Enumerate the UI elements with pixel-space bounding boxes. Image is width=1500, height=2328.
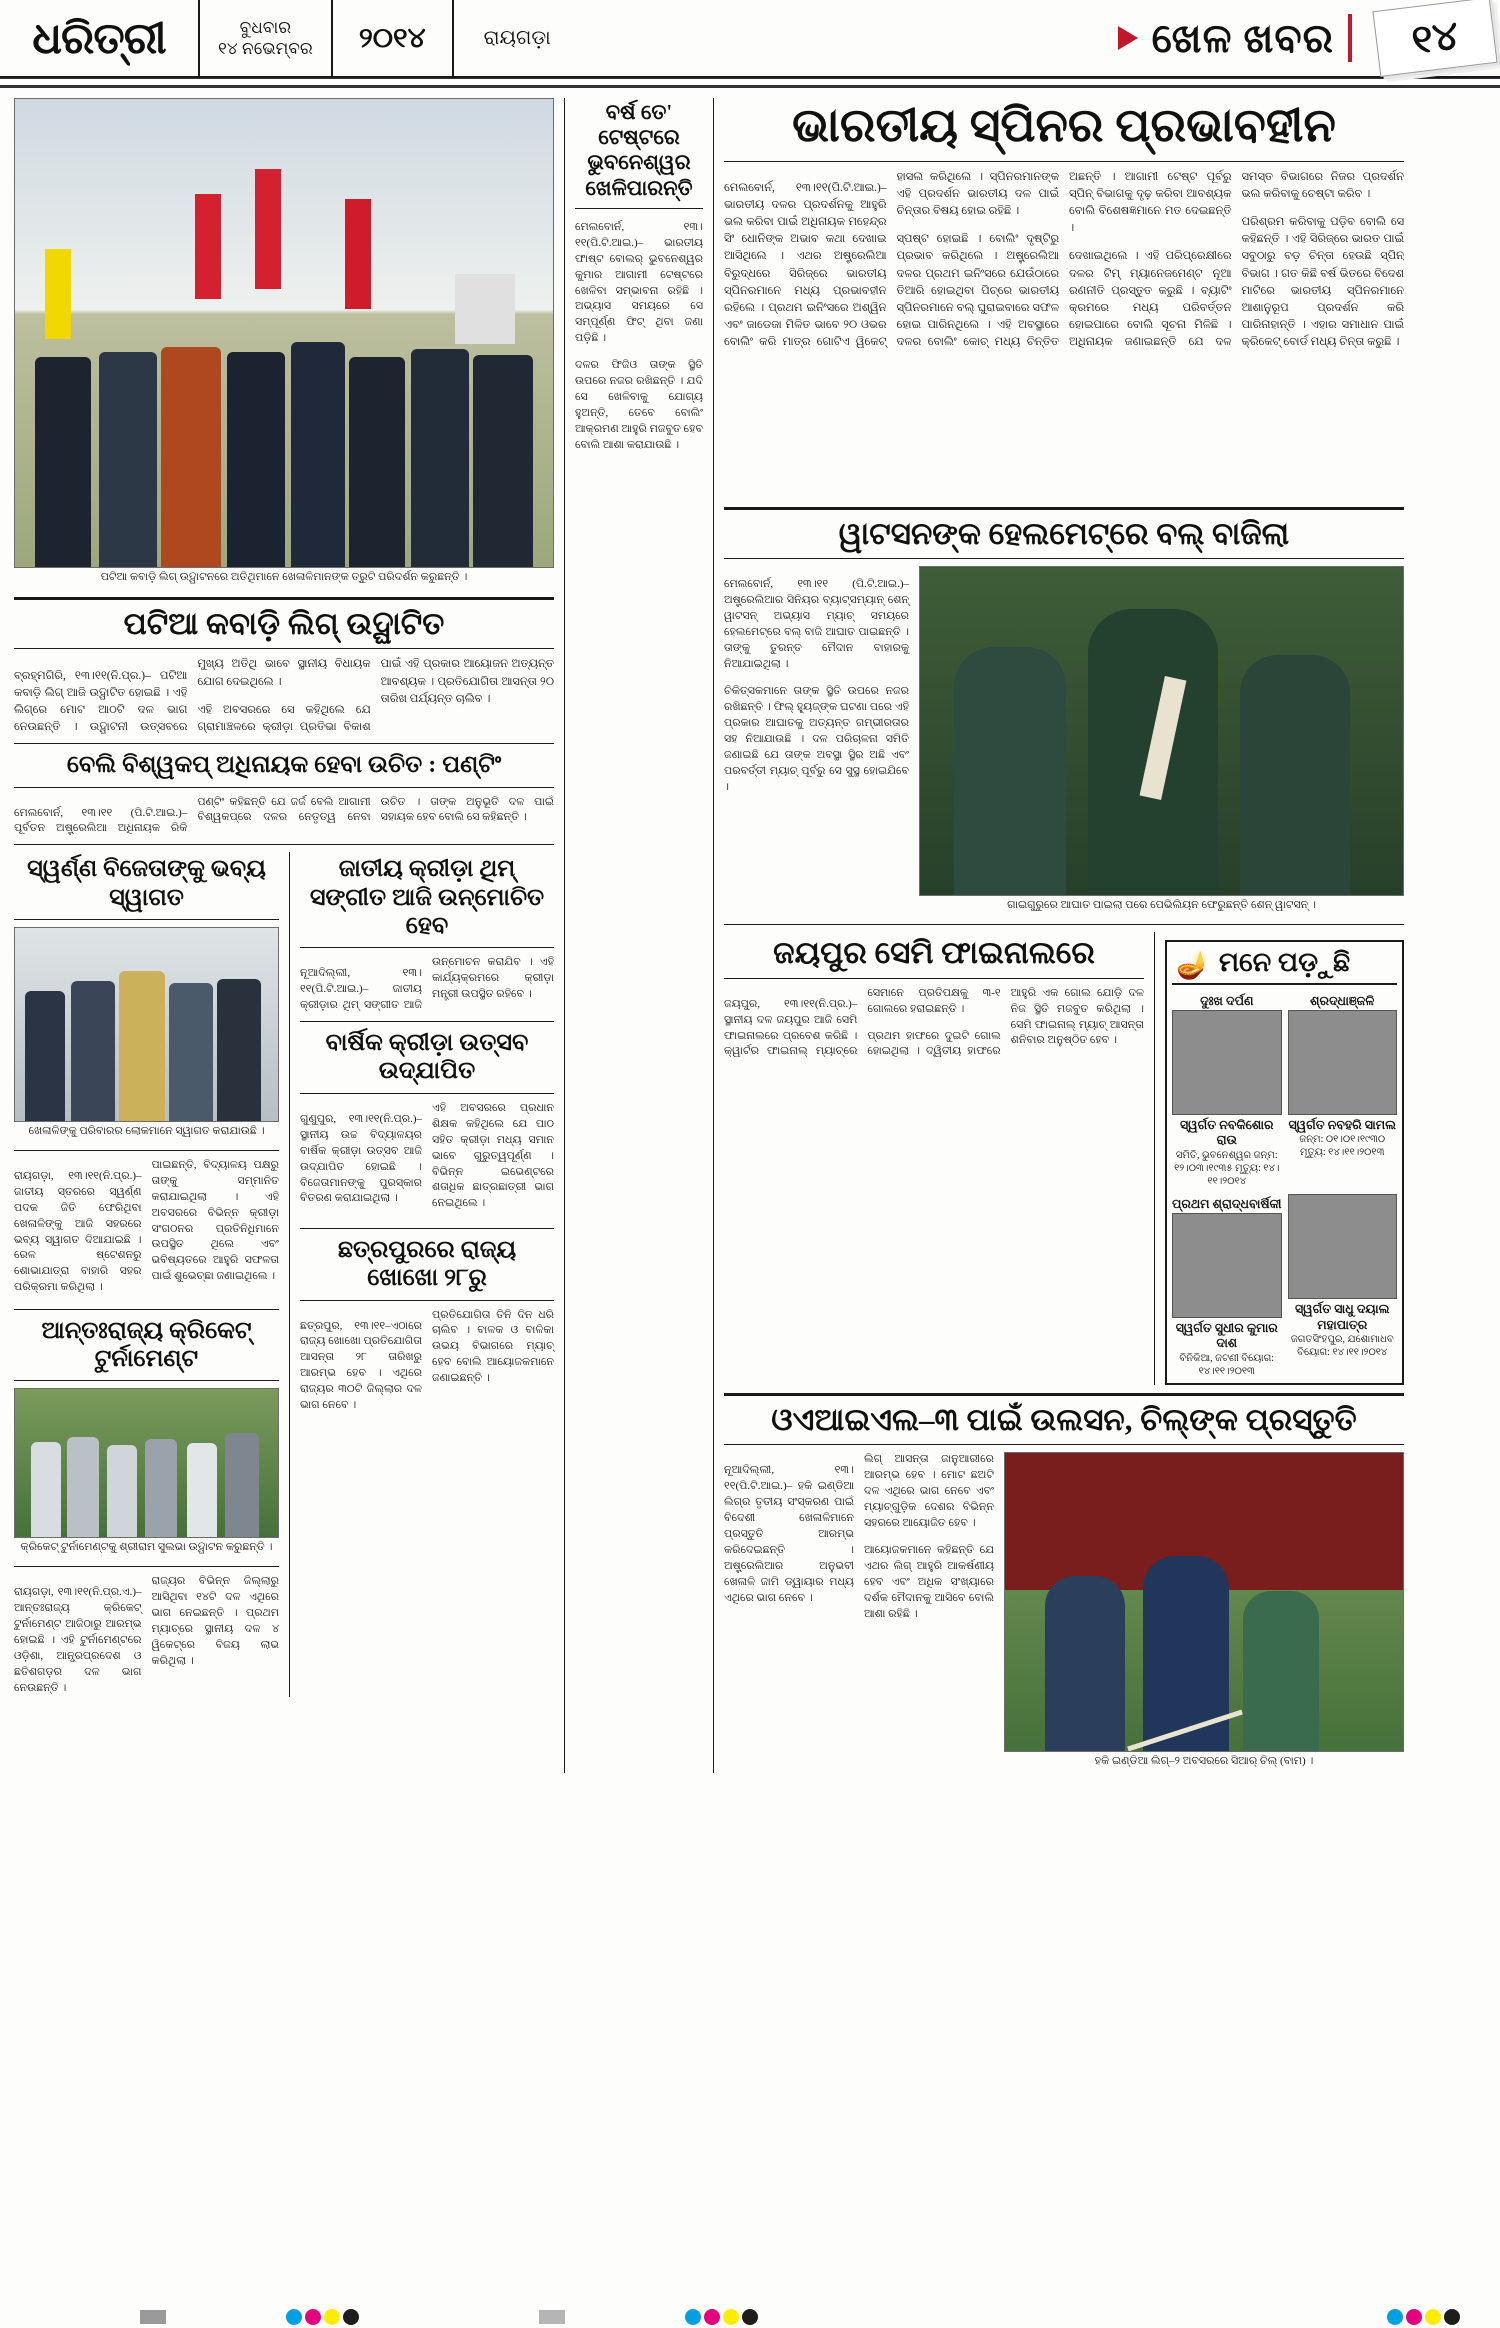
masthead-rule (0, 78, 1500, 88)
swatch-magenta (1406, 2309, 1422, 2325)
article-swarna-p2: ପାଇଛନ୍ତି, ବିଦ୍ୟାଳୟ ପକ୍ଷରୁ ତାଙ୍କୁ ସମ୍ମାନିତ କରାଯାଇଥିଲା । ଏହି ଅବସରରେ ବିଭିନ୍ନ କ୍ରୀଡ଼ା ସଂଗଠନର ପ୍ରତିନିଧିମାନେ ଉପସ୍ଥିତ ଥିଲେ ଏବଂ ଭବିଷ୍ୟତରେ ଆହୁରି ସଫଳତା ପାଇଁ ଶୁଭେଚ୍ଛା ଜଣାଇଥିଲେ । (151, 1158, 279, 1283)
headline-watson: ୱାଟସନଙ୍କ ହେଲମେଟ୍‌ରେ ବଲ୍ ବାଜିଲା (838, 515, 1290, 551)
obituary-entry (1172, 1194, 1282, 1378)
jaipur-block (724, 932, 1144, 1385)
article-chhatrapur-p2: ପ୍ରତିଯୋଗିତା ତିନି ଦିନ ଧରି ଚାଲିବ । ବାଳକ ଓ ବାଳିକା ଉଭୟ ବିଭାଗରେ ମ୍ୟାଚ୍ ହେବ ବୋଲି ଆୟୋଜକମାନେ ଜଣାଇଛନ୍ତି । (432, 1308, 554, 1385)
article-ohl-p2: ଲିଗ୍ ଆସନ୍ତା ଜାନୁଆରୀରେ ଆରମ୍ଭ ହେବ । ମୋଟ ଛଅଟି ଦଳ ଏଥିରେ ଭାଗ ନେବେ ଏବଂ ମ୍ୟାଚ୍‌ଗୁଡ଼ିକ ଦେଶର ବିଭିନ୍ନ ସହରରେ ଆୟୋଜିତ ହେବ । (864, 1453, 994, 1530)
obituary-name: ସ୍ୱର୍ଗତ ନବହରି ସାମଲ (1288, 1117, 1396, 1132)
masthead (0, 0, 1500, 78)
mid-left-column (300, 852, 554, 1696)
swarna-photo-caption: ଖେଳାଳିଙ୍କୁ ପରିବାରର ଲୋକମାନେ ସ୍ୱାଗତ କରାଯାଉଛି । (28, 1125, 265, 1138)
lead-col-1: ମେଲବୋର୍ନ, ୧୩।୧୧(ପି.ଟି.ଆଇ.)– ଭାରତୀୟ ଦଳର ପ୍ରଦର୍ଶନକୁ ଆହୁରି ଭଲ କରିବା ପାଇଁ ଅଧିନାୟକ ମହେନ୍ଦ୍ର ସିଂ ଧୋନିଙ୍କ ଅଭାବ କଥା ଦେଖାଇ ଆସିଥିଲେ । ଏଥର ଅଷ୍ଟ୍ରେଲିଆ ବିରୁଦ୍ଧରେ ସିରିଜ୍‌ରେ ଭାରତୀୟ ସ୍ପିନର‌ମାନେ ମଧ୍ୟ ପ୍ରଭାବହୀନ ରହିଲେ । ପ୍ରଥମ ଇନିଂସରେ ଅଶ୍ୱିନ ଏବଂ ଜାଡେଜା ମିଳିତ ଭାବେ ୨୦ ଓଭର ବୋଲିଂ କରି ମାତ୍ର ଗୋଟିଏ ୱିକେଟ୍ ହାସଲ କରିଥିଲେ । ସ୍ପିନର‌ମାନଙ୍କ ଏହି ପ୍ରଦର୍ଶନ ଭାରତୀୟ ଦଳ ପାଇଁ ଚିନ୍ତାର ବିଷୟ ହୋଇ ରହିଛି । (724, 170, 1059, 348)
obituary-label: ଦୁଃଖ ଦର୍ପଣ (1200, 994, 1254, 1009)
reg-bar-gray (140, 2310, 166, 2324)
headline-chhatrapur-kho: ଛତ୍ରପୁରରେ ରାଜ୍ୟ ଖୋ‌ଖୋ ୨୮ରୁ (337, 1236, 517, 1292)
reg-swatches-1 (286, 2309, 359, 2325)
swatch-cyan (685, 2309, 701, 2325)
article-swarna-p1: ରାୟଗଡ଼ା, ୧୩।୧୧(ନି.ପ୍ର.)– ଜାତୀୟ ସ୍ତରରେ ସ୍ୱର୍ଣ୍ଣ ପଦକ ଜିତି ଫେରିଥିବା ଖେଳାଳିଙ୍କୁ ଆଜି ସହରରେ ଭବ୍ୟ ସ୍ୱାଗତ ଦିଆଯାଇଛି । ରେଳ ଷ୍ଟେଶନରୁ ଶୋଭାଯାତ୍ରା ବାହାରି ସହର ପରିକ୍ରମା କରିଥିଲା । (14, 1169, 142, 1294)
ohl-photo-caption: ହକି ଇଣ୍ଡିଆ ଲିଗ୍–୨ ଅବସରରେ ସିଆର୍ ଚିଲ୍ (ବାମ) । (1094, 1755, 1314, 1768)
obituary-portrait (1288, 1194, 1398, 1299)
section-name: ଖେଳ ଖବର (1151, 15, 1334, 61)
oil-lamp-icon: 🪔 (1176, 950, 1210, 981)
interstate-photo-caption: କ୍ରିକେଟ୍ ଟୁର୍ନାମେଣ୍ଟକୁ ଶ୍ରୀରାମ ସୁଲଭା ଉଦ୍ଘାଟନ କରୁଛନ୍ତି । (20, 1541, 273, 1554)
swatch-black (1444, 2309, 1460, 2325)
headline-bhubaneswar-test: ବର୍ଷ ତେ' ଟେଷ୍ଟରେ ଭୁବନେଶ୍ୱର ଖେଳିପାରନ୍ତି (585, 100, 693, 200)
obituary-title (1172, 947, 1397, 985)
headline-interstate: ଆନ୍ତଃରାଜ୍ୟ କ୍ରିକେଟ୍ ଟୁର୍ନାମେଣ୍ଟ (41, 1317, 252, 1373)
obituary-entry (1288, 991, 1398, 1188)
headline-patia-kabadi: ପଟିଆ କବାଡ଼ି ଲିଗ୍ ଉଦ୍ଘାଟିତ (123, 605, 445, 641)
headline-annual-sports: ବାର୍ଷିକ କ୍ରୀଡ଼ା ଉତ୍ସବ ଉଦ୍‌ଯାପିତ (325, 1030, 529, 1085)
masthead-day: ବୁଧବାର (239, 17, 292, 37)
play-triangle-icon (1118, 26, 1138, 50)
article-interstate-p1: ରାୟଗଡ଼ା, ୧୩।୧୧(ନି.ପ୍ର.ଏ.)– ଆନ୍ତଃରାଜ୍ୟ କ୍ରିକେଟ୍ ଟୁର୍ନାମେଣ୍ଟ ଆଜିଠାରୁ ଆରମ୍ଭ ହୋଇଛି । ଏହି ଟୁର୍ନାମେଣ୍ଟରେ ଓଡ଼ିଶା, ଆନ୍ଧ୍ରପ୍ରଦେଶ ଓ ଛତିଶଗଡ଼ର ଦଳ ଭାଗ ନେଉଛନ୍ତି । (14, 1586, 142, 1694)
watson-photo-caption: ଗାଇଗୁରୁରେ ଆଘାତ ପାଇଲା ପରେ ପେଭିଲିୟନ ଫେରୁଛନ୍ତି ଶେନ୍ ୱାଟସନ୍ । (1007, 899, 1316, 912)
headline-national-games: ଜାତୀୟ କ୍ରୀଡ଼ା ଥିମ୍ ସଙ୍ଗୀତ ଆଜି ଉନ୍ମୋଚିତ ହେବ (309, 856, 545, 940)
obituary-title-text: ମନେ ପଡ଼ୁଛି (1218, 947, 1351, 978)
lead-photo (14, 98, 554, 568)
obituary-block (1165, 932, 1404, 1385)
reg-bar-light (539, 2310, 565, 2324)
article-annual-sports-p2: ଏହି ଅବସରରେ ପ୍ରଧାନ ଶିକ୍ଷକ କହିଥିଲେ ଯେ ପାଠ ସହିତ କ୍ରୀଡ଼ା ମଧ୍ୟ ସମାନ ଭାବେ ଗୁରୁତ୍ୱପୂର୍ଣ୍ଣ । ବିଭିନ୍ନ ଇଭେଣ୍ଟରେ ଶତାଧିକ ଛାତ୍ରଛାତ୍ରୀ ଭାଗ ନେଇଥିଲେ । (432, 1101, 554, 1210)
masthead-date-text: ୧୪ ନଭେମ୍ବର (218, 39, 313, 58)
reg-swatches-3 (1387, 2309, 1460, 2325)
headline-lead: ଭାରତୀୟ ସ୍ପିନର ପ୍ରଭାବହୀନ (792, 100, 1336, 152)
swatch-yellow (1425, 2309, 1441, 2325)
obituary-meta: ଜନ୍ମ: ୦୧।୦୧।୧୯୩୦ ମୃତ୍ୟୁ: ୧୪।୧୧।୨୦୧୩ (1299, 1134, 1386, 1159)
obituary-meta: ଜଗତସିଂହପୁର, ଯଶୋମାଧବ ବିୟୋଗ: ୧୪।୧୧।୨୦୧୪ (1290, 1334, 1394, 1359)
watson-text (724, 566, 909, 917)
obituary-label: ଶ୍ରଦ୍ଧାଞ୍ଜଳି (1310, 994, 1375, 1009)
swatch-black (343, 2309, 359, 2325)
swarna-column (14, 852, 279, 1696)
article-watson-p2: ଚିକିତ୍ସକମାନେ ତାଙ୍କ ସ୍ଥିତି ଉପରେ ନଜର ରଖିଛନ୍ତି । ଫିଲ୍ ହ୍ୟୁଜ୍‌ଙ୍କ ଘଟଣା ପରେ ଏହି ପ୍ରକାର ଆଘାତକୁ ଅତ୍ୟନ୍ତ ଗମ୍ଭୀରତାର ସହ ନିଆଯାଉଛି । ଦଳ ପରିଚାଳନା ସମିତି ଜଣାଇଛି ଯେ ତାଙ୍କ ଅବସ୍ଥା ସ୍ଥିର ଅଛି ଏବଂ ପରବର୍ତ୍ତୀ ମ୍ୟାଚ୍ ପୂର୍ବରୁ ସେ ସୁସ୍ଥ ହୋଇଯିବେ । (724, 684, 909, 793)
obituary-name: ସ୍ୱର୍ଗତ ନବକିଶୋର ରାଉ (1180, 1117, 1274, 1148)
article-jaipur-p2: ପ୍ରଥମ ହାଫରେ ଦୁଇଟି ଗୋଲ ହୋଇଥିଲା । ଦ୍ୱିତୀୟ ହାଫରେ ଆହୁରି ଏକ ଗୋଲ ଯୋଡ଼ି ଦଳ ନିଜ ସ୍ଥିତି ମଜବୁତ କରିଥିଲା । ସେମି ଫାଇନାଲ୍ ମ୍ୟାଚ୍ ଆସନ୍ତା ଶନିବାର ଅନୁଷ୍ଠିତ ହେବ । (867, 986, 1144, 1058)
obituary-name: ସ୍ୱର୍ଗତ ସୁଧୀର କୁମାର ଦାଶ (1175, 1320, 1278, 1351)
registration-marks (0, 2306, 1500, 2328)
article-patia-kabadi-p1: ବ୍ରହ୍ମଗିରି, ୧୩।୧୧(ନି.ପ୍ର.)– ପଟିଆ କବାଡ଼ି ଲିଗ୍ ଆଜି ଉଦ୍ଘାଟିତ ହୋଇଛି । ଏହି ଲିଗ୍‌ରେ ମୋଟ ଆଠଟି ଦଳ ଭାଗ ନେଉଛନ୍ତି । ଉଦ୍ଘାଟନୀ ଉତ୍ସବରେ ମୁଖ୍ୟ ଅତିଥି ଭାବେ ସ୍ଥାନୀୟ ବିଧାୟକ ଯୋଗ ଦେଇଥିଲେ । (14, 658, 371, 734)
article-patia-kabadi-p2: ଏହି ଅବସରରେ ସେ କହିଥିଲେ ଯେ ଗ୍ରାମାଞ୍ଚଳରେ କ୍ରୀଡ଼ା ପ୍ରତିଭା ବିକାଶ ପାଇଁ ଏହି ପ୍ରକାର ଆୟୋଜନ ଅତ୍ୟନ୍ତ ଆବଶ୍ୟକ । ପ୍ରତିଯୋଗିତା ଆସନ୍ତା ୨୦ ତାରିଖ ପର୍ଯ୍ୟନ୍ତ ଚାଲିବ । (197, 658, 554, 734)
reg-swatches-2 (685, 2309, 758, 2325)
article-national-games-p1: ନୂଆଦିଲ୍ଲୀ, ୧୩।୧୧(ପି.ଟି.ଆଇ.)– ଜାତୀୟ କ୍ରୀଡ଼ାର ଥିମ୍ ସଙ୍ଗୀତ ଆଜି ଉନ୍ମୋଚନ କରାଯିବ । ଏହି କାର୍ଯ୍ୟକ୍ରମରେ କ୍ରୀଡ଼ା ମନ୍ତ୍ରୀ ଉପସ୍ଥିତ ରହିବେ । (300, 956, 554, 1012)
swatch-black (742, 2309, 758, 2325)
article-bhubaneswar-p2: ଦଳର ଫିଜିଓ ତାଙ୍କ ସ୍ଥିତି ଉପରେ ନଜର ରଖିଛନ୍ତି । ଯଦି ସେ ଖେଳିବାକୁ ଯୋଗ୍ୟ ହୁଅନ୍ତି, ତେବେ ବୋଲିଂ ଆକ୍ରମଣ ଆହୁରି ମଜବୁତ ହେବ ବୋଲି ଆଶା କରାଯାଉଛି । (575, 359, 703, 451)
swatch-yellow (723, 2309, 739, 2325)
article-bhubaneswar-p1: ମେଲବୋର୍ନ, ୧୩।୧୧(ପି.ଟି.ଆଇ.)– ଭାରତୀୟ ଫାଷ୍ଟ ବୋଲର୍ ଭୁବନେଶ୍ୱର କୁମାର ଆଗାମୀ ଟେଷ୍ଟରେ ଖେଳିବା ସମ୍ଭାବନା ରହିଛି । ଅଭ୍ୟାସ ସମୟରେ ସେ ସମ୍ପୂର୍ଣ୍ଣ ଫିଟ୍ ଥିବା ଜଣା ପଡ଼ିଛି । (575, 220, 703, 345)
obituary-portrait (1172, 1213, 1282, 1318)
page-number: ୧୪ (1372, 0, 1497, 77)
obituary-meta: ବିନିକିଆ, ଜଟଣୀ ବିୟୋଗ: ୧୪।୧୧।୨୦୧୩ (1179, 1352, 1275, 1377)
masthead-date (200, 0, 333, 76)
logo-text: ଧରିତ୍ରୀ (32, 13, 166, 63)
headline-swarna: ସ୍ୱର୍ଣ୍ଣ ବିଜେତାଙ୍କୁ ଭବ୍ୟ ସ୍ୱାଗତ (27, 856, 266, 911)
divider (1348, 14, 1352, 62)
obituary-label: ପ୍ରଥମ ଶ୍ରାଦ୍ଧବାର୍ଷିକୀ (1172, 1196, 1282, 1211)
left-region (14, 98, 554, 1773)
article-watson-p1: ମେଲବୋର୍ନ, ୧୩।୧୧ (ପି.ଟି.ଆଇ.)– ଅଷ୍ଟ୍ରେଲିଆର ସିନିୟର ବ୍ୟାଟ୍‌ସମ୍ୟାନ୍ ଶେନ୍ ୱାଟସନ୍ ଅଭ୍ୟାସ ମ୍ୟାଚ୍ ସମୟରେ ହେଲମେଟ୍‌ରେ ବଲ୍ ବାଜି ଆଘାତ ପାଇଛନ୍ତି । ତାଙ୍କୁ ତୁରନ୍ତ ମୈଦାନ ବାହାରକୁ ନିଆଯାଇଥିଲା । (724, 578, 909, 670)
masthead-year: ୨୦୧୪ (333, 0, 454, 76)
article-interstate-p2: ରାଜ୍ୟର ବିଭିନ୍ନ ଜିଲ୍ଲାରୁ ଆସିଥିବା ୧୪ଟି ଦଳ ଏଥିରେ ଭାଗ ନେଇଛନ୍ତି । ପ୍ରଥମ ମ୍ୟାଚ୍‌ରେ ସ୍ଥାନୀୟ ଦଳ ୪ ୱିକେଟ୍‌ରେ ବିଜୟ ଲାଭ କରିଥିଲା । (151, 1575, 279, 1667)
right-region (724, 98, 1404, 1773)
swatch-yellow (324, 2309, 340, 2325)
headline-ohl: ଓଏଆଇଏଲ–୩ ପାଇଁ ଉଲସନ, ଚିଲ୍‌ଙ୍କ ପ୍ରସ୍ତୁତି (771, 1401, 1357, 1437)
interstate-photo (14, 1388, 279, 1538)
obituary-meta: ସମିତି, ଭୁବନେଶ୍ୱର ଜନ୍ମ: ୧୨।୦୩।୧୯୩୫ ମୃତ୍ୟୁ: ୧୪।୧୧।୨୦୧୪ (1174, 1149, 1280, 1187)
article-chhatrapur-p1: ଛତ୍ରପୁର, ୧୩।୧୧–ଏଠାରେ ରାଜ୍ୟ ଖୋ‌ଖୋ ପ୍ରତିଯୋଗିତା ଆସନ୍ତା ୨୮ ତାରିଖରୁ ଆରମ୍ଭ ହେବ । ଏଥିରେ ରାଜ୍ୟର ୩୦ଟି ଜିଲ୍ଲାର ଦଳ ଭାଗ ନେବେ । (300, 1319, 422, 1412)
ohl-text (724, 1452, 994, 1773)
swarna-photo (14, 927, 279, 1122)
masthead-edition: ରାୟଗଡ଼ା (483, 26, 551, 49)
article-annual-sports-p1: ଗୁଣୁପୁର, ୧୩।୧୧(ନି.ପ୍ର.)– ସ୍ଥାନୀୟ ଉଚ୍ଚ ବିଦ୍ୟାଳୟର ବାର୍ଷିକ କ୍ରୀଡ଼ା ଉତ୍ସବ ଆଜି ଉଦ୍‌ଯାପିତ ହୋଇଛି । ବିଜେତାମାନଙ୍କୁ ପୁରସ୍କାର ବିତରଣ କରାଯାଇଥିଲା । (300, 1112, 422, 1205)
lead-col-4: ପରିଶ୍ରମ କରିବାକୁ ପଡ଼ିବ ବୋଲି ସେ କହିଛନ୍ତି । ଏହି ସିରିଜ୍‌ରେ ଭାରତ ପାଇଁ ସବୁଠାରୁ ବଡ଼ ଚିନ୍ତା ହେଉଛି ସ୍ପିନ୍ ବିଭାଗ । ଗତ କିଛି ବର୍ଷ ଭିତରେ ବିଦେଶ ମାଟିରେ ଭାରତୀୟ ସ୍ପିନର‌ମାନେ ଆଶାନୁରୂପ ପ୍ରଦର୍ଶନ କରି ପାରିନାହାନ୍ତି । ଏହାର ସମାଧାନ ପାଇଁ କ୍ରିକେଟ୍ ବୋର୍ଡ ମଧ୍ୟ ଚିନ୍ତା କରୁଛି । (1241, 216, 1404, 348)
obituary-portrait (1288, 1010, 1398, 1115)
swatch-magenta (305, 2309, 321, 2325)
article-belly-p1: ମେଲବୋର୍ନ, ୧୩।୧୧ (ପି.ଟି.ଆଇ.)– ପୂର୍ବତନ ଅଷ୍ଟ୍ରେଲିଆ ଅଧିନାୟକ ରିକି ପଣ୍ଟିଂ କହିଛନ୍ତି ଯେ ଜର୍ଜ ବେଲି ଆଗାମୀ ବିଶ୍ୱକପ୍‌ରେ ଦଳର ନେତୃତ୍ୱ ନେବା ଉଚିତ । ତାଙ୍କ ଅନୁଭୂତି ଦଳ ପାଇଁ ସହାୟକ ହେବ ବୋଲି ସେ କହିଛନ୍ତି । (14, 795, 554, 835)
swatch-magenta (704, 2309, 720, 2325)
newspaper-logo (0, 0, 200, 76)
lead-photo-caption: ପଟିଆ କବାଡ଼ି ଲିଗ୍ ଉଦ୍ଘାଟନରେ ଅତିଥିମାନେ ଖେଳାଳିମାନଙ୍କ ତ୍ରୁଟି ପରିଦର୍ଶନ କରୁଛନ୍ତି । (100, 571, 468, 583)
obituary-entry (1288, 1194, 1398, 1378)
section-header (581, 0, 1366, 76)
obituary-portrait (1172, 1010, 1282, 1115)
swatch-cyan (286, 2309, 302, 2325)
page-body (0, 88, 1500, 1773)
article-jaipur-p1: ଜୟପୁର, ୧୩।୧୧(ନି.ପ୍ର.)– ସ୍ଥାନୀୟ ଦଳ ଜୟପୁର ଆଜି ସେମି ଫାଇନାଲରେ ପ୍ରବେଶ କରିଛି । କ୍ୱାର୍ଟର ଫାଇନାଲ୍ ମ୍ୟାଚ୍‌ରେ ସେମାନେ ପ୍ରତିପକ୍ଷକୁ ୩-୧ ଗୋଲରେ ହରାଇଛନ୍ତି । (724, 986, 1001, 1058)
center-column (575, 98, 703, 1773)
lead-col-3: ଦେଖାଇଥିଲେ । ଏହି ପରିପ୍ରେକ୍ଷୀରେ ଦଳର ଟିମ୍ ମ୍ୟାନେଜମେଣ୍ଟ ନୂଆ ରଣନୀତି ପ୍ରସ୍ତୁତ କରୁଛି । ବ୍ୟାଟିଂ କ୍ରମରେ ମଧ୍ୟ ପରିବର୍ତ୍ତନ ହୋଇପାରେ ବୋଲି ସୂଚନା ମିଳିଛି । ଅଧିନାୟକ ଜଣାଇଛନ୍ତି ଯେ ଦଳ ସମସ୍ତ ବିଭାଗରେ ନିଜର ପ୍ରଦର୍ଶନ ଭଲ କରିବାକୁ ଚେଷ୍ଟା କରିବ । (1069, 170, 1404, 348)
obituary-entry (1172, 991, 1282, 1188)
obituary-name: ସ୍ୱର୍ଗତ ସାଧୁ ଦୟାଲ ମହାପାତ୍ର (1295, 1301, 1390, 1332)
swatch-cyan (1387, 2309, 1403, 2325)
ohl-photo (1004, 1452, 1404, 1752)
headline-jaipur: ଜୟପୁର ସେମି ଫାଇନାଲରେ (773, 935, 1095, 971)
article-ohl-p3: ଆୟୋଜକମାନେ କହିଛନ୍ତି ଯେ ଏଥର ଲିଗ୍ ଆହୁରି ଆକର୍ଷଣୀୟ ହେବ ଏବଂ ଅଧିକ ସଂଖ୍ୟାରେ ଦର୍ଶକ ମୈଦାନକୁ ଆସିବେ ବୋଲି ଆଶା ରହିଛି । (864, 1544, 994, 1620)
article-ohl-p1: ନୂଆଦିଲ୍ଲୀ, ୧୩।୧୧(ପି.ଟି.ଆଇ.)– ହକି ଇଣ୍ଡିଆ ଲିଗ୍‌ର ତୃତୀୟ ସଂସ୍କରଣ ପାଇଁ ବିଦେଶୀ ଖେଳାଳିମାନେ ପ୍ରସ୍ତୁତି ଆରମ୍ଭ କରିଦେଇଛନ୍ତି । ଅଷ୍ଟ୍ରେଲିଆର ଅନୁଭବୀ ଖେଳାଳି ଜାମି ଡ୍ୱାୟାର ମଧ୍ୟ ଏଥିରେ ଭାଗ ନେବେ । (724, 1464, 854, 1604)
headline-belly: ବେଲି ବିଶ୍ୱକପ୍ ଅଧିନାୟକ ହେବା ଉଚିତ : ପଣ୍ଟିଂ (66, 752, 502, 779)
lead-col-2: ସ୍ପଷ୍ଟ ହୋଇଛି । ବୋଲିଂ ଦୃଷ୍ଟିରୁ ପ୍ରଭାବ କରିଥିଲେ । ଅଷ୍ଟ୍ରେଲିଆ ଦଳର ପ୍ରଥମ ଇନିଂସରେ ଯେଉଁଠାରେ ତିଆରି ହୋଇଥିବା ପିଚ୍‌ରେ ଭାରତୀୟ ସ୍ପିନର‌ମାନେ ବଲ୍ ଘୁରାଇବାରେ ସଫଳ ହୋଇ ପାରିନଥିଲେ । ଏହି ଅବସ୍ଥାରେ ଦଳର ବୋଲିଂ କୋଚ୍ ମଧ୍ୟ ଚିନ୍ତିତ ଅଛନ୍ତି । ଆଗାମୀ ଟେଷ୍ଟ ପୂର୍ବରୁ ସ୍ପିନ୍ ବିଭାଗକୁ ଦୃଢ଼ କରିବା ଆବଶ୍ୟକ ବୋଲି ବିଶେଷଜ୍ଞମାନେ ମତ ଦେଇଛନ୍ତି । (896, 170, 1232, 348)
watson-photo (919, 566, 1404, 896)
